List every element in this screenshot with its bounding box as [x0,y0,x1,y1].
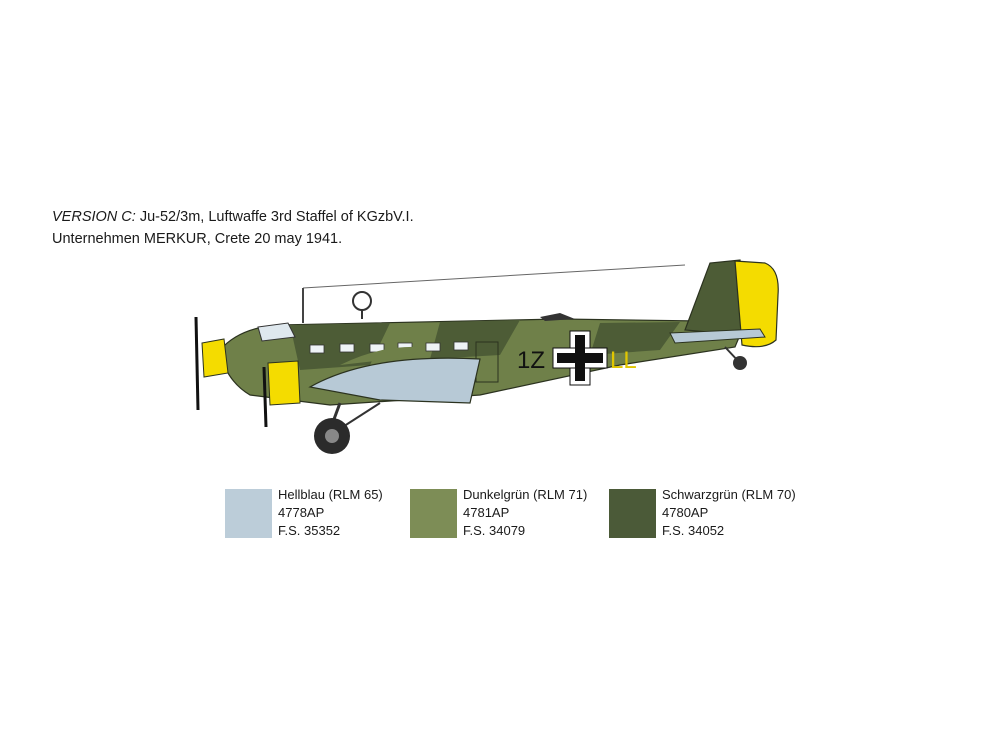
nose-propeller [196,317,198,410]
antenna-wire [303,265,685,288]
swatch-hellblau [225,489,272,538]
caption-line-2: Unternehmen MERKUR, Crete 20 may 1941. [52,231,343,247]
unit-code-left: 1Z [517,347,546,374]
wing-engine-cowling [268,361,300,405]
caption-line-1-text: Ju-52/3m, Luftwaffe 3rd Staffel of KGzbV.I. [135,209,414,225]
caption-line-1 [52,206,414,228]
version-caption [52,206,414,250]
nose-engine-cowling [202,339,228,377]
legend-dunkelgruen [463,486,587,540]
legend-fs: F.S. 34052 [662,523,725,538]
legend-fs: F.S. 34079 [463,523,526,538]
unit-code-right: LL [610,347,637,374]
ju52-aircraft-illustration [180,255,800,465]
legend-code: 4778AP [278,505,325,520]
swatch-dunkelgruen [410,489,457,538]
legend-code: 4781AP [463,505,510,520]
legend-name: Dunkelgrün (RLM 71) [463,487,588,502]
legend-name: Schwarzgrün (RLM 70) [662,487,796,502]
swatch-schwarzgruen [609,489,656,538]
legend-name: Hellblau (RLM 65) [278,487,383,502]
legend-hellblau [278,486,383,540]
legend-fs: F.S. 35352 [278,523,341,538]
legend-schwarzgruen [662,486,796,540]
wing-propeller [264,367,266,427]
legend-code: 4780AP [662,505,709,520]
version-label: VERSION C: [52,209,136,225]
direction-finder-loop [353,292,371,310]
